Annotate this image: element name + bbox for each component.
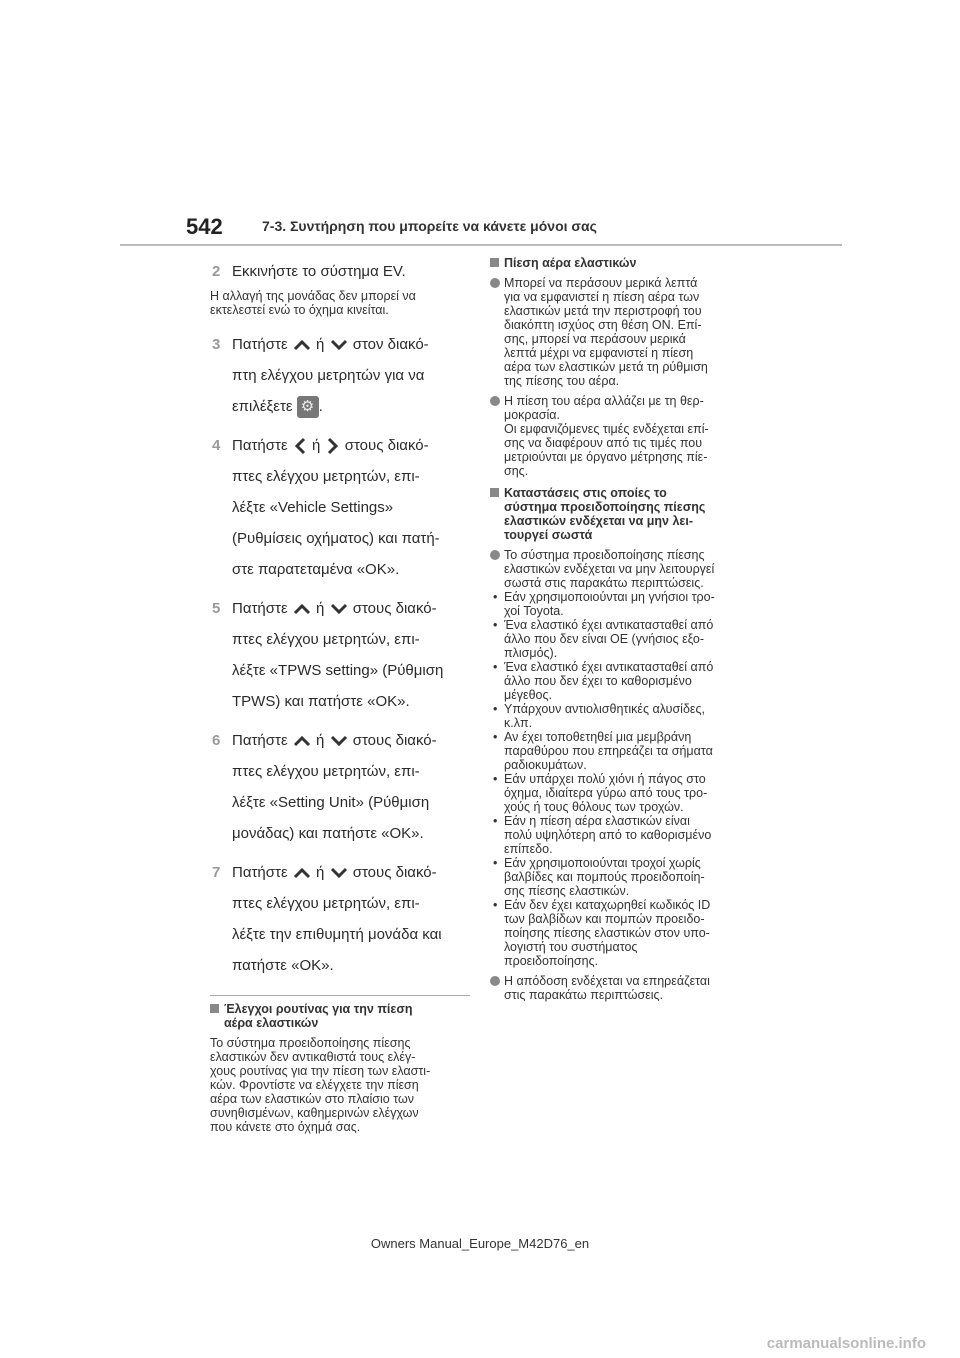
item-line: χοί Toyota. <box>504 604 564 618</box>
bullet-line: Η απόδοση ενδέχεται να επηρεάζεται <box>504 974 710 988</box>
item-line: παραθύρου που επηρεάζει τα σήματα <box>504 744 713 758</box>
conditions-list <box>490 590 752 968</box>
bullet-line: σωστά στις παρακάτω περιπτώσεις. <box>504 576 704 590</box>
bullet-line: διακόπτη ισχύος στη θέση ON. Επί- <box>504 318 702 332</box>
chevron-down-icon <box>329 338 349 352</box>
or-text: ή <box>312 437 321 454</box>
para-line: που κάνετε στο όχημά σας. <box>210 1120 361 1134</box>
right-column <box>490 256 752 1002</box>
item-line: άλλο που δεν είναι OE (γνήσιος εξο- <box>504 632 705 646</box>
chevron-down-icon <box>329 734 349 748</box>
chevron-down-icon <box>329 866 349 880</box>
chevron-down-icon <box>329 602 349 616</box>
pressure-bullet-1 <box>490 276 752 388</box>
section-divider <box>210 995 470 996</box>
list-item: • Ένα ελαστικό έχει αντικατασταθεί από άλλο που δεν είναι OE (γνήσιος εξο- πλισμός). <box>490 618 752 660</box>
square-bullet-icon <box>490 258 499 267</box>
step-text: στους διακό- <box>344 437 429 454</box>
step-5 <box>210 593 470 717</box>
left-column <box>210 256 470 1134</box>
tire-pressure-heading <box>490 256 752 270</box>
step-text: Πατήστε <box>232 600 288 617</box>
step-number: 2 <box>212 263 221 280</box>
heading-line: ελαστικών ενδέχεται να μην λει- <box>504 514 693 528</box>
heading-line: Έλεγχοι ρουτίνας για την πίεση <box>224 1002 413 1016</box>
pressure-bullet-2 <box>490 394 752 478</box>
footer-manual-id: Owners Manual_Europe_M42D76_en <box>370 1236 590 1251</box>
step-line: πτες ελέγχου μετρητών, επι- <box>232 631 420 648</box>
bullet-line: σης να διαφέρουν από τις τιμές που <box>504 436 703 450</box>
note-line: εκτελεστεί ενώ το όχημα κινείται. <box>210 303 389 317</box>
watermark: carmanualsonline.info <box>766 1335 926 1352</box>
para-line: Το σύστημα προειδοποίησης πίεσης <box>210 1036 411 1050</box>
bullet-line: Η πίεση του αέρα αλλάζει με τη θερ- <box>504 394 704 408</box>
step-line: λέξτε «TPWS setting» (Ρύθμιση <box>232 662 444 679</box>
list-item: • Εάν χρησιμοποιούνται μη γνήσιοι τρο- χοί Toyota. <box>490 590 752 618</box>
bullet-line: της πίεσης του αέρα. <box>504 374 620 388</box>
list-item: • Ένα ελαστικό έχει αντικατασταθεί από άλλο που δεν έχει το καθορισμένο μέγεθος. <box>490 660 752 702</box>
chevron-right-icon <box>325 436 341 456</box>
list-item: • Εάν υπάρχει πολύ χιόνι ή πάγος στο όχημα, ιδιαίτερα γύρω από τους τρο- χούς ή τους θόλους των τροχών. <box>490 772 752 814</box>
heading-line: αέρα ελαστικών <box>224 1016 319 1030</box>
step-text: Πατήστε <box>232 732 288 749</box>
settings-gear-icon: ⚙ <box>297 396 319 418</box>
step-text: στους διακό- <box>352 864 437 881</box>
header-rule <box>120 244 842 246</box>
heading-line: τουργεί σωστά <box>504 528 593 542</box>
item-line: πολύ υψηλότερη από το καθορισμένο <box>504 828 712 842</box>
step-line: πτη ελέγχου μετρητών για να <box>232 367 425 384</box>
step-line: πτες ελέγχου μετρητών, επι- <box>232 468 420 485</box>
item-line: λογιστή του συστήματος <box>504 940 638 954</box>
step-3 <box>210 329 470 422</box>
bullet-line: Το σύστημα προειδοποίησης πίεσης <box>504 548 705 562</box>
chevron-up-icon <box>292 734 312 748</box>
item-line: των βαλβίδων και πομπών προειδο- <box>504 912 705 926</box>
item-line: μέγεθος. <box>504 688 552 702</box>
item-line: βαλβίδες και πομπούς προειδοποίη- <box>504 870 705 884</box>
item-line: Ένα ελαστικό έχει αντικατασταθεί από <box>504 618 714 632</box>
square-bullet-icon <box>490 488 499 497</box>
item-line: Εάν υπάρχει πολύ χιόνι ή πάγος στο <box>504 772 706 786</box>
bullet-line: για να εμφανιστεί η πίεση αέρα των <box>504 290 700 304</box>
list-item: • Εάν χρησιμοποιούνται τροχοί χωρίς βαλβίδες και πομπούς προειδοποίη- σης πίεσης ελαστικών. <box>490 856 752 898</box>
bullet-line: αέρα των ελαστικών μετά τη ρύθμιση <box>504 360 708 374</box>
step-line: TPWS) και πατήστε «OK». <box>232 693 410 710</box>
step-text: στους διακό- <box>352 600 437 617</box>
item-line: Ένα ελαστικό έχει αντικατασταθεί από <box>504 660 714 674</box>
item-line: χούς ή τους θόλους των τροχών. <box>504 800 684 814</box>
step-number: 6 <box>212 732 221 749</box>
or-text: ή <box>316 732 325 749</box>
list-item: • Αν έχει τοποθετηθεί μια μεμβράνη παραθύρου που επηρεάζει τα σήματα ραδιοκυμάτων. <box>490 730 752 772</box>
bullet-line: Οι εμφανιζόμενες τιμές ενδέχεται επί- <box>504 422 709 436</box>
para-line: κών. Φροντίστε να ελέγχετε την πίεση <box>210 1078 419 1092</box>
step-line: πατήστε «OK». <box>232 957 334 974</box>
performance-bullet <box>490 974 752 1002</box>
bullet-line: ελαστικών μετά την περιστροφή του <box>504 304 702 318</box>
or-text: ή <box>316 336 325 353</box>
chevron-left-icon <box>292 436 308 456</box>
step-text: Πατήστε <box>232 336 288 353</box>
routine-checks-heading <box>210 1002 470 1030</box>
step-number: 7 <box>212 864 221 881</box>
item-line: όχημα, ιδιαίτερα γύρω από τους τρο- <box>504 786 708 800</box>
note-line: Η αλλαγή της μονάδας δεν μπορεί να <box>210 289 416 303</box>
step-4 <box>210 430 470 585</box>
heading-line: Καταστάσεις στις οποίες το <box>504 486 667 500</box>
bullet-line: σης, μπορεί να περάσουν μερικά <box>504 332 686 346</box>
item-line: επίπεδο. <box>504 842 553 856</box>
item-line: Υπάρχουν αντιολισθητικές αλυσίδες, <box>504 702 705 716</box>
step-number: 4 <box>212 437 221 454</box>
bullet-line: λεπτά μέχρι να εμφανιστεί η πίεση <box>504 346 694 360</box>
step-line: λέξτε «Setting Unit» (Ρύθμιση <box>232 794 430 811</box>
heading-line: σύστημα προειδοποίησης πίεσης <box>504 500 706 514</box>
item-line: πλισμός). <box>504 646 558 660</box>
header-title: 7-3. Συντήρηση που μπορείτε να κάνετε μόνοι σας <box>262 218 597 234</box>
step-2 <box>210 256 470 287</box>
item-line: σης πίεσης ελαστικών. <box>504 884 630 898</box>
para-line: συνηθισμένων, καθημερινών ελέγχων <box>210 1106 419 1120</box>
conditions-bullet-intro <box>490 548 752 590</box>
step-line: λέξτε την επιθυμητή μονάδα και <box>232 926 442 943</box>
routine-checks-text <box>210 1036 470 1134</box>
bullet-line: ελαστικών ενδέχεται να μην λειτουργεί <box>504 562 715 576</box>
step-line: μονάδας) και πατήστε «OK». <box>232 825 424 842</box>
item-line: Εάν χρησιμοποιούνται τροχοί χωρίς <box>504 856 701 870</box>
step-2-note <box>210 289 470 317</box>
item-line: άλλο που δεν έχει το καθορισμένο <box>504 674 692 688</box>
item-line: Εάν χρησιμοποιούνται μη γνήσιοι τρο- <box>504 590 715 604</box>
list-item: • Εάν η πίεση αέρα ελαστικών είναι πολύ υψηλότερη από το καθορισμένο επίπεδο. <box>490 814 752 856</box>
bullet-line: Μπορεί να περάσουν μερικά λεπτά <box>504 276 698 290</box>
page-number: 542 <box>186 214 223 239</box>
para-line: χους ρουτίνας για την πίεση των ελαστι- <box>210 1064 431 1078</box>
list-item: • Υπάρχουν αντιολισθητικές αλυσίδες, κ.λπ. <box>490 702 752 730</box>
step-line: πτες ελέγχου μετρητών, επι- <box>232 895 420 912</box>
conditions-heading <box>490 486 752 542</box>
step-text: Πατήστε <box>232 864 288 881</box>
circle-bullet-icon <box>490 550 500 560</box>
item-line: Εάν η πίεση αέρα ελαστικών είναι <box>504 814 690 828</box>
step-6 <box>210 725 470 849</box>
list-item: • Εάν δεν έχει καταχωρηθεί κωδικός ID των βαλβίδων και πομπών προειδο- ποίησης πίεσης ελαστικών στον υπο- λογιστή του συστήματος προειδοποίησης. <box>490 898 752 968</box>
step-text: . <box>318 398 323 415</box>
bullet-line: μοκρασία. <box>504 408 560 422</box>
step-line: λέξτε «Vehicle Settings» <box>232 499 394 516</box>
bullet-line: μετριούνται με όργανο μέτρησης πίε- <box>504 450 708 464</box>
chevron-up-icon <box>292 338 312 352</box>
chevron-up-icon <box>292 602 312 616</box>
or-text: ή <box>316 600 325 617</box>
circle-bullet-icon <box>490 278 500 288</box>
step-text: Εκκινήστε το σύστημα EV. <box>232 263 406 280</box>
step-text: στον διακό- <box>352 336 429 353</box>
or-text: ή <box>316 864 325 881</box>
step-number: 5 <box>212 600 221 617</box>
item-line: Αν έχει τοποθετηθεί μια μεμβράνη <box>504 730 692 744</box>
bullet-line: στις παρακάτω περιπτώσεις. <box>504 988 664 1002</box>
item-line: Εάν δεν έχει καταχωρηθεί κωδικός ID <box>504 898 711 912</box>
chevron-up-icon <box>292 866 312 880</box>
bullet-line: σης. <box>504 464 529 478</box>
circle-bullet-icon <box>490 396 500 406</box>
step-text: Πατήστε <box>232 437 288 454</box>
item-line: προειδοποίησης. <box>504 954 599 968</box>
heading-line: Πίεση αέρα ελαστικών <box>504 256 637 270</box>
item-line: κ.λπ. <box>504 716 533 730</box>
square-bullet-icon <box>210 1004 219 1013</box>
para-line: αέρα των ελαστικών στο πλαίσιο των <box>210 1092 414 1106</box>
step-line: στε παρατεταμένα «OK». <box>232 561 400 578</box>
item-line: ραδιοκυμάτων. <box>504 758 587 772</box>
step-text: στους διακό- <box>352 732 437 749</box>
step-line: πτες ελέγχου μετρητών, επι- <box>232 763 420 780</box>
para-line: ελαστικών δεν αντικαθιστά τους ελέγ- <box>210 1050 416 1064</box>
step-7 <box>210 857 470 981</box>
step-number: 3 <box>212 336 221 353</box>
step-line: (Ρυθμίσεις οχήματος) και πατή- <box>232 530 440 547</box>
item-line: ποίησης πίεσης ελαστικών στον υπο- <box>504 926 710 940</box>
step-text: επιλέξετε <box>232 398 293 415</box>
circle-bullet-icon <box>490 976 500 986</box>
